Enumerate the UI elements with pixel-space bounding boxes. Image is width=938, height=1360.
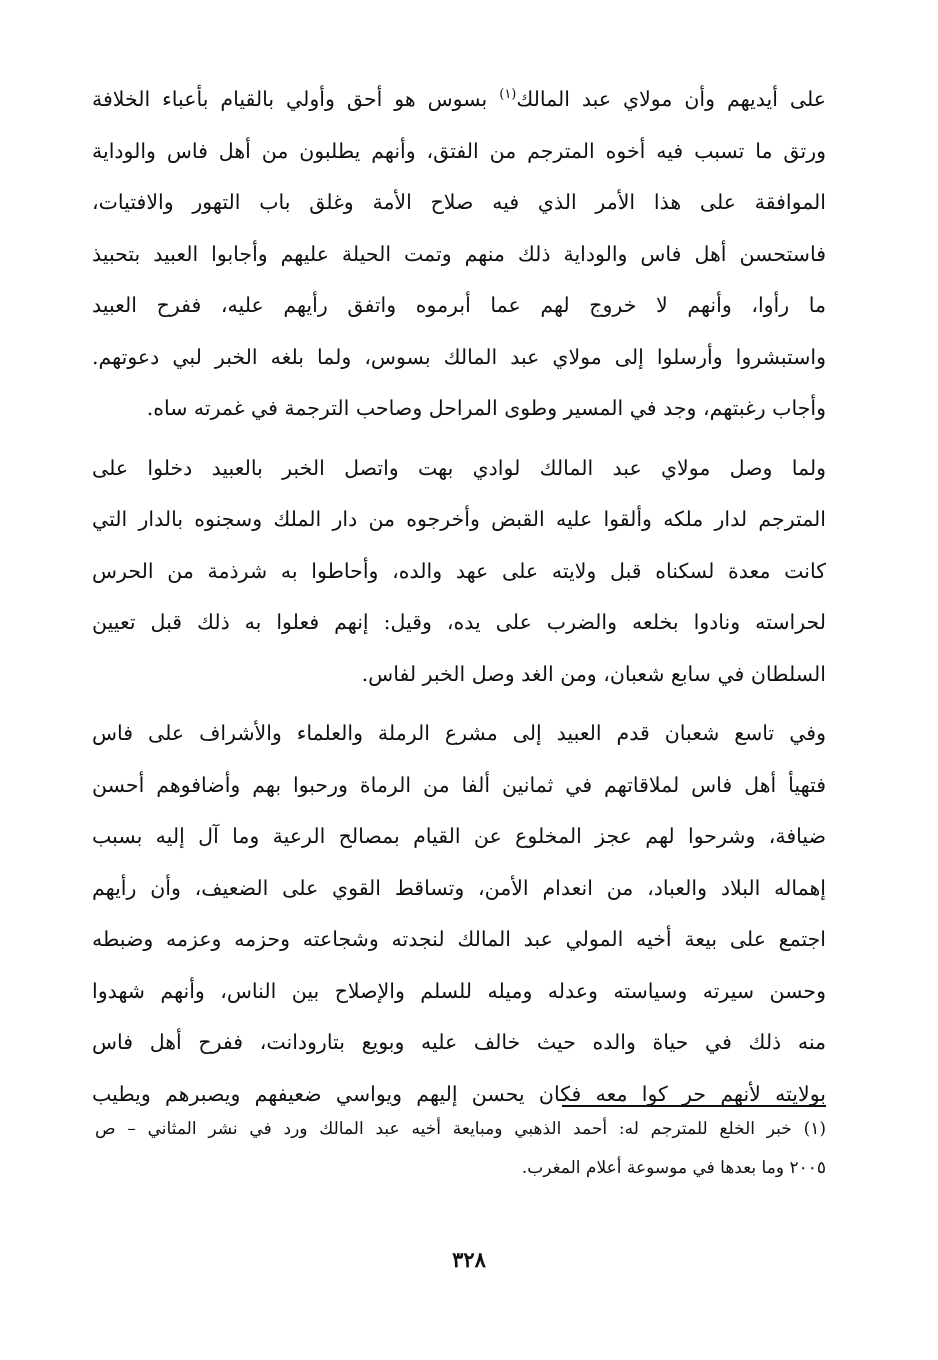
text-line: فتهيأ أهل فاس لملاقاتهم في ثمانين ألفا من الرماة ورحبوا بهم وأضافوهم أحسن [92,772,826,797]
text-line: واستبشروا وأرسلوا إلى مولاي عبد المالك بسوس، ولما بلغه الخبر لبي دعوتهم. [92,344,826,369]
paragraph-3 [92,708,826,1120]
text-line: ما رأوا، وأنهم لا خروج لهم عما أبرموه واتفق رأيهم عليه، ففرح العبيد [92,293,826,317]
footnote-line: (١) خبر الخلع للمترجم له: أحمد الذهبي ومبايعة أخيه عبد المالك ورد في نشر المثاني – ص [95,1119,826,1139]
text-line: وأجاب رغبتهم، وجد في المسير وطوى المراحل وصاحب الترجمة في غمرته ساه. [146,396,826,420]
footnote-line: ٢٠٠٥ وما بعدها في موسوعة أعلام المغرب. [521,1158,826,1178]
text-line: فاستحسن أهل فاس والوداية ذلك منهم وتمت الحيلة عليهم وأجابوا العبيد بتحبيذ [92,241,826,266]
main-text [92,74,826,1120]
text-line: الموافقة على هذا الأمر الذي فيه صلاح الأمة وغلق باب التهور والافتيات، [92,190,826,214]
text-line: وحسن سيرته وسياسته وعدله وميله للسلم والإصلاح بين الناس، وأنهم شهدوا [92,978,826,1003]
text-line: وفي تاسع شعبان قدم العبيد إلى مشرع الرملة والعلماء والأشراف على فاس [92,721,826,745]
paragraph-2 [92,443,826,701]
text-line: على أيديهم وأن مولاي عبد المالك$^{(١)}$ بسوس هو أحق وأولي بالقيام بأعباء الخلافة [92,87,826,111]
text-line: إهماله البلاد والعباد، من انعدام الأمن، وتساقط القوي على الضعيف، وأن رأيهم [92,875,826,900]
footnote-divider [562,1105,826,1107]
text-line: بولايته لأنهم حر كوا معه فكان يحسن إليهم ويواسي ضعيفهم ويصبرهم ويطيب [92,1081,826,1106]
text-line: السلطان في سابع شعبان، ومن الغد وصل الخبر لفاس. [361,661,826,686]
text-line: ورتق ما تسبب فيه أخوه المترجم من الفتق، وأنهم يطلبون من أهل فاس والوداية [92,138,826,163]
text-line: لحراسته ونادوا بخلعه والضرب على يده، وقيل: إنهم فعلوا به ذلك قبل تعيين [92,610,826,634]
text-line: المترجم لدار ملكه وألقوا عليه القبض وأخرجوه من دار الملك وسجنوه بالدار التي [92,507,826,531]
text-line: اجتمع على بيعة أخيه المولي عبد المالك لنجدته وشجاعته وحزمه وعزمه وضبطه [92,927,826,951]
page-number: ٣٢٨ [452,1247,486,1272]
footnote-reference[interactable]: (١) [499,87,517,103]
text-line: ضيافة، وشرحوا لهم عجز المخلوع عن القيام بمصالح الرعية وما آل إليه بسبب [92,824,826,848]
text-line: منه ذلك في حياة والده حيث خالف عليه وبويع بتارودانت، ففرح أهل فاس [92,1030,826,1054]
text-line: ولما وصل مولاي عبد المالك لوادي بهت واتصل الخبر بالعبيد دخلوا على [92,455,826,480]
footnote [95,1110,826,1188]
paragraph-1 [92,74,826,435]
text-line: كانت معدة لسكناه قبل ولايته على عهد والده، وأحاطوا به شرذمة من الحرس [92,558,826,583]
